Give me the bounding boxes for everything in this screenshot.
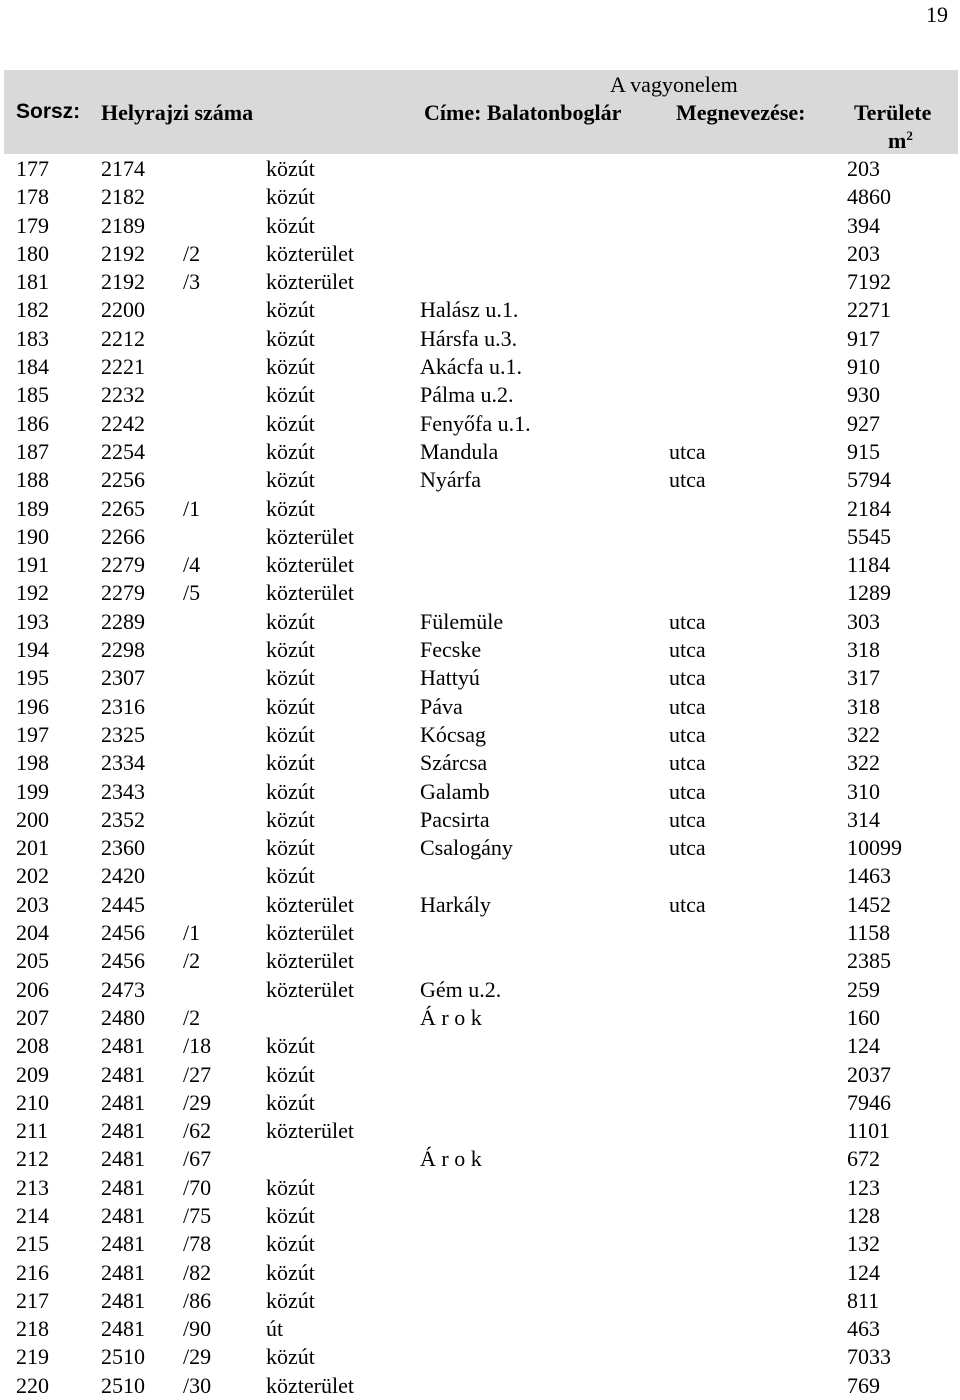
- cell-hrsz-sub: /2: [183, 1004, 201, 1030]
- cell-type: közút: [266, 721, 315, 747]
- table-row: [0, 523, 960, 551]
- table-row: [0, 1174, 960, 1202]
- cell-area: 314: [847, 806, 880, 832]
- cell-sorsz: 212: [16, 1146, 49, 1172]
- cell-street-type: utca: [669, 693, 706, 719]
- cell-type: közterület: [266, 523, 354, 549]
- cell-address: Á r o k: [420, 1004, 482, 1030]
- cell-street-type: utca: [669, 835, 706, 861]
- cell-hrsz: 2481: [101, 1174, 145, 1200]
- cell-hrsz-sub: /29: [183, 1344, 212, 1370]
- cell-sorsz: 205: [16, 948, 49, 974]
- cell-address: Hársfa u.3.: [420, 325, 518, 351]
- cell-sorsz: 198: [16, 750, 49, 776]
- cell-hrsz: 2334: [101, 750, 145, 776]
- table-row: [0, 1315, 960, 1343]
- cell-area: 7033: [847, 1344, 891, 1370]
- cell-type: közterület: [266, 976, 354, 1002]
- cell-address: Fülemüle: [420, 608, 504, 634]
- cell-hrsz: 2256: [101, 467, 145, 493]
- table-row: [0, 749, 960, 777]
- cell-area: 1463: [847, 863, 891, 889]
- table-row: [0, 806, 960, 834]
- cell-area: 124: [847, 1259, 880, 1285]
- cell-hrsz-sub: /29: [183, 1089, 212, 1115]
- cell-hrsz: 2254: [101, 438, 145, 464]
- table-row: [0, 834, 960, 862]
- cell-address: Csalogány: [420, 835, 513, 861]
- table-row: [0, 495, 960, 523]
- cell-hrsz-sub: /5: [183, 580, 201, 606]
- cell-sorsz: 197: [16, 721, 49, 747]
- header-unit-sup: 2: [906, 128, 913, 143]
- cell-area: 2037: [847, 1061, 891, 1087]
- cell-hrsz: 2510: [101, 1344, 145, 1370]
- header-sorsz: Sorsz:: [16, 100, 81, 123]
- table-body: [0, 155, 960, 1400]
- cell-hrsz: 2279: [101, 552, 145, 578]
- cell-address: Á r o k: [420, 1146, 482, 1172]
- table-row: [0, 1202, 960, 1230]
- cell-sorsz: 216: [16, 1259, 49, 1285]
- cell-type: közút: [266, 1089, 315, 1115]
- cell-sorsz: 199: [16, 778, 49, 804]
- cell-hrsz: 2481: [101, 1089, 145, 1115]
- cell-area: 1158: [847, 920, 891, 946]
- cell-address: Akácfa u.1.: [420, 354, 523, 380]
- cell-street-type: utca: [669, 608, 706, 634]
- cell-street-type: utca: [669, 750, 706, 776]
- cell-hrsz-sub: /30: [183, 1372, 212, 1398]
- cell-area: 1452: [847, 891, 891, 917]
- cell-hrsz: 2481: [101, 1316, 145, 1342]
- cell-sorsz: 204: [16, 920, 49, 946]
- cell-area: 769: [847, 1372, 880, 1398]
- cell-hrsz-sub: /67: [183, 1146, 212, 1172]
- cell-area: 5545: [847, 523, 891, 549]
- cell-area: 1289: [847, 580, 891, 606]
- cell-area: 123: [847, 1174, 880, 1200]
- cell-type: közút: [266, 1259, 315, 1285]
- cell-sorsz: 190: [16, 523, 49, 549]
- cell-type: közút: [266, 1033, 315, 1059]
- cell-hrsz: 2242: [101, 410, 145, 436]
- cell-type: közterület: [266, 891, 354, 917]
- cell-area: 322: [847, 721, 880, 747]
- cell-type: közút: [266, 467, 315, 493]
- cell-sorsz: 210: [16, 1089, 49, 1115]
- cell-hrsz: 2232: [101, 382, 145, 408]
- cell-type: közút: [266, 608, 315, 634]
- cell-sorsz: 194: [16, 637, 49, 663]
- cell-area: 672: [847, 1146, 880, 1172]
- cell-area: 910: [847, 354, 880, 380]
- header-unit: $m^2$: [888, 128, 913, 153]
- cell-hrsz: 2298: [101, 637, 145, 663]
- cell-type: út: [266, 1316, 284, 1342]
- cell-type: közút: [266, 778, 315, 804]
- cell-area: 5794: [847, 467, 891, 493]
- cell-sorsz: 214: [16, 1202, 49, 1228]
- cell-hrsz: 2481: [101, 1118, 145, 1144]
- table-row: [0, 721, 960, 749]
- cell-hrsz-sub: /1: [183, 495, 201, 521]
- cell-area: 10099: [847, 835, 902, 861]
- cell-address: Fecske: [420, 637, 482, 663]
- cell-hrsz: 2221: [101, 354, 145, 380]
- cell-sorsz: 220: [16, 1372, 49, 1398]
- cell-area: 2271: [847, 297, 891, 323]
- cell-hrsz: 2473: [101, 976, 145, 1002]
- table-row: [0, 1287, 960, 1315]
- cell-area: 203: [847, 156, 880, 181]
- table-row: [0, 862, 960, 890]
- cell-sorsz: 178: [16, 184, 49, 210]
- cell-sorsz: 189: [16, 495, 49, 521]
- cell-hrsz-sub: /86: [183, 1287, 212, 1313]
- table-row: [0, 410, 960, 438]
- cell-type: közút: [266, 184, 315, 210]
- header-helyrajzi: Helyrajzi száma: [101, 100, 254, 125]
- cell-hrsz: 2279: [101, 580, 145, 606]
- cell-sorsz: 180: [16, 240, 49, 266]
- cell-address: Gém u.2.: [420, 976, 502, 1002]
- cell-type: közterület: [266, 1118, 354, 1144]
- cell-hrsz: 2325: [101, 721, 145, 747]
- cell-street-type: utca: [669, 778, 706, 804]
- cell-hrsz: 2481: [101, 1287, 145, 1313]
- cell-sorsz: 203: [16, 891, 49, 917]
- cell-area: 4860: [847, 184, 891, 210]
- cell-type: közút: [266, 1287, 315, 1313]
- cell-area: 917: [847, 325, 880, 351]
- cell-area: 2184: [847, 495, 891, 521]
- cell-sorsz: 201: [16, 835, 49, 861]
- cell-hrsz: 2456: [101, 948, 145, 974]
- table-row: [0, 325, 960, 353]
- table-row: [0, 296, 960, 324]
- cell-hrsz: 2352: [101, 806, 145, 832]
- cell-sorsz: 211: [16, 1118, 49, 1144]
- cell-sorsz: 219: [16, 1344, 49, 1370]
- cell-hrsz: 2265: [101, 495, 145, 521]
- cell-hrsz-sub: /78: [183, 1231, 212, 1257]
- table-row: [0, 1372, 960, 1400]
- cell-area: 927: [847, 410, 880, 436]
- cell-sorsz: 215: [16, 1231, 49, 1257]
- cell-sorsz: 195: [16, 665, 49, 691]
- cell-sorsz: 206: [16, 976, 49, 1002]
- cell-type: közút: [266, 637, 315, 663]
- cell-type: közút: [266, 835, 315, 861]
- cell-type: közút: [266, 1174, 315, 1200]
- cell-sorsz: 208: [16, 1033, 49, 1059]
- table-row: [0, 976, 960, 1004]
- table-row: [0, 1089, 960, 1117]
- cell-sorsz: 202: [16, 863, 49, 889]
- cell-area: 811: [847, 1287, 880, 1313]
- cell-sorsz: 193: [16, 608, 49, 634]
- header-terulete: Területe: [854, 100, 932, 125]
- cell-sorsz: 188: [16, 467, 49, 493]
- cell-area: 128: [847, 1202, 880, 1228]
- cell-type: közút: [266, 693, 315, 719]
- table-row: [0, 891, 960, 919]
- cell-hrsz: 2192: [101, 240, 145, 266]
- cell-hrsz: 2481: [101, 1061, 145, 1087]
- cell-type: közterület: [266, 552, 354, 578]
- cell-hrsz: 2343: [101, 778, 145, 804]
- header-vagyonelem: A vagyonelem: [610, 72, 738, 97]
- cell-type: közút: [266, 354, 315, 380]
- cell-street-type: utca: [669, 637, 706, 663]
- cell-hrsz: 2481: [101, 1033, 145, 1059]
- cell-area: 318: [847, 637, 880, 663]
- page-number: 19: [926, 2, 948, 27]
- cell-address: Páva: [420, 693, 463, 719]
- cell-hrsz: 2481: [101, 1231, 145, 1257]
- header-cime: Címe: Balatonboglár: [424, 100, 622, 125]
- cell-type: közút: [266, 495, 315, 521]
- cell-sorsz: 218: [16, 1316, 49, 1342]
- table-row: [0, 212, 960, 240]
- cell-sorsz: 179: [16, 212, 49, 238]
- cell-hrsz: 2480: [101, 1004, 145, 1030]
- table-row: [0, 381, 960, 409]
- cell-sorsz: 213: [16, 1174, 49, 1200]
- header-megnevezese: Megnevezése:: [676, 100, 806, 125]
- cell-area: 1184: [847, 552, 891, 578]
- cell-hrsz: 2200: [101, 297, 145, 323]
- cell-type: közút: [266, 1344, 315, 1370]
- cell-area: 322: [847, 750, 880, 776]
- cell-hrsz-sub: /27: [183, 1061, 212, 1087]
- table-row: [0, 155, 960, 183]
- cell-hrsz: 2174: [101, 156, 145, 181]
- cell-address: Pacsirta: [420, 806, 490, 832]
- table-row: [0, 1230, 960, 1258]
- cell-hrsz-sub: /62: [183, 1118, 212, 1144]
- cell-address: Galamb: [420, 778, 490, 804]
- cell-sorsz: 187: [16, 438, 49, 464]
- cell-type: közterület: [266, 948, 354, 974]
- table-row: [0, 1117, 960, 1145]
- cell-type: közút: [266, 863, 315, 889]
- cell-area: 318: [847, 693, 880, 719]
- cell-sorsz: 192: [16, 580, 49, 606]
- cell-sorsz: 196: [16, 693, 49, 719]
- cell-sorsz: 200: [16, 806, 49, 832]
- table-row: [0, 240, 960, 268]
- cell-area: 7946: [847, 1089, 891, 1115]
- cell-type: közterület: [266, 240, 354, 266]
- cell-address: Kócsag: [420, 721, 486, 747]
- cell-address: Halász u.1.: [420, 297, 519, 323]
- cell-hrsz: 2316: [101, 693, 145, 719]
- cell-sorsz: 181: [16, 269, 49, 295]
- cell-hrsz: 2182: [101, 184, 145, 210]
- cell-sorsz: 191: [16, 552, 49, 578]
- cell-type: közút: [266, 1202, 315, 1228]
- cell-area: 124: [847, 1033, 880, 1059]
- table-row: [0, 608, 960, 636]
- table-row: [0, 551, 960, 579]
- cell-address: Harkály: [420, 891, 491, 917]
- cell-area: 463: [847, 1316, 880, 1342]
- cell-type: közterület: [266, 1372, 354, 1398]
- cell-hrsz-sub: /18: [183, 1033, 212, 1059]
- table-row: [0, 664, 960, 692]
- cell-street-type: utca: [669, 891, 706, 917]
- cell-hrsz: 2510: [101, 1372, 145, 1398]
- cell-hrsz: 2481: [101, 1202, 145, 1228]
- cell-hrsz: 2307: [101, 665, 145, 691]
- table-row: [0, 1004, 960, 1032]
- table-row: [0, 636, 960, 664]
- table-row: [0, 1259, 960, 1287]
- cell-sorsz: 184: [16, 354, 49, 380]
- cell-hrsz-sub: /90: [183, 1316, 212, 1342]
- cell-area: 160: [847, 1004, 880, 1030]
- table-row: [0, 947, 960, 975]
- cell-hrsz: 2212: [101, 325, 145, 351]
- table-row: [0, 183, 960, 211]
- table-row: [0, 1032, 960, 1060]
- cell-type: közút: [266, 410, 315, 436]
- cell-area: 203: [847, 240, 880, 266]
- cell-type: közút: [266, 156, 315, 181]
- cell-hrsz-sub: /82: [183, 1259, 212, 1285]
- cell-type: közterület: [266, 580, 354, 606]
- cell-hrsz: 2456: [101, 920, 145, 946]
- cell-area: 317: [847, 665, 880, 691]
- cell-street-type: utca: [669, 665, 706, 691]
- cell-hrsz-sub: /70: [183, 1174, 212, 1200]
- table-row: [0, 353, 960, 381]
- cell-address: Fenyőfa u.1.: [420, 410, 531, 436]
- cell-address: Hattyú: [420, 665, 480, 691]
- cell-area: 7192: [847, 269, 891, 295]
- cell-hrsz-sub: /1: [183, 920, 201, 946]
- cell-hrsz-sub: /3: [183, 269, 201, 295]
- cell-street-type: utca: [669, 721, 706, 747]
- table-row: [0, 919, 960, 947]
- cell-hrsz: 2420: [101, 863, 145, 889]
- cell-type: közterület: [266, 920, 354, 946]
- cell-sorsz: 185: [16, 382, 49, 408]
- cell-street-type: utca: [669, 438, 706, 464]
- cell-sorsz: 207: [16, 1004, 49, 1030]
- cell-hrsz: 2289: [101, 608, 145, 634]
- cell-hrsz-sub: /75: [183, 1202, 212, 1228]
- cell-hrsz: 2266: [101, 523, 145, 549]
- cell-type: közút: [266, 438, 315, 464]
- cell-hrsz: 2189: [101, 212, 145, 238]
- table-row: [0, 1145, 960, 1173]
- table-row: [0, 268, 960, 296]
- cell-area: 303: [847, 608, 880, 634]
- cell-area: 394: [847, 212, 880, 238]
- cell-street-type: utca: [669, 806, 706, 832]
- cell-address: Nyárfa: [420, 467, 482, 493]
- cell-sorsz: 209: [16, 1061, 49, 1087]
- cell-type: közút: [266, 750, 315, 776]
- cell-hrsz: 2192: [101, 269, 145, 295]
- cell-area: 132: [847, 1231, 880, 1257]
- cell-hrsz-sub: /2: [183, 948, 201, 974]
- cell-hrsz-sub: /2: [183, 240, 201, 266]
- cell-type: közút: [266, 1061, 315, 1087]
- table-row: [0, 1061, 960, 1089]
- cell-sorsz: 217: [16, 1287, 49, 1313]
- cell-area: 1101: [847, 1118, 891, 1144]
- cell-sorsz: 186: [16, 410, 49, 436]
- table-row: [0, 1343, 960, 1371]
- table-row: [0, 778, 960, 806]
- cell-hrsz: 2481: [101, 1259, 145, 1285]
- cell-hrsz: 2360: [101, 835, 145, 861]
- cell-sorsz: 183: [16, 325, 49, 351]
- cell-type: közterület: [266, 269, 354, 295]
- cell-address: Szárcsa: [420, 750, 488, 776]
- table-row: [0, 466, 960, 494]
- table-header: [4, 70, 958, 154]
- table-row: [0, 579, 960, 607]
- cell-type: közút: [266, 806, 315, 832]
- cell-hrsz: 2481: [101, 1146, 145, 1172]
- cell-type: közút: [266, 297, 315, 323]
- table-row: [0, 693, 960, 721]
- cell-type: közút: [266, 382, 315, 408]
- cell-area: 310: [847, 778, 880, 804]
- cell-area: 259: [847, 976, 880, 1002]
- cell-area: 930: [847, 382, 880, 408]
- cell-hrsz-sub: /4: [183, 552, 201, 578]
- cell-type: közút: [266, 665, 315, 691]
- cell-sorsz: 177: [16, 156, 49, 181]
- cell-type: közút: [266, 212, 315, 238]
- cell-address: Mandula: [420, 438, 499, 464]
- cell-address: Pálma u.2.: [420, 382, 514, 408]
- cell-street-type: utca: [669, 467, 706, 493]
- table-row: [0, 438, 960, 466]
- cell-type: közút: [266, 1231, 315, 1257]
- cell-hrsz: 2445: [101, 891, 145, 917]
- cell-area: 2385: [847, 948, 891, 974]
- cell-sorsz: 182: [16, 297, 49, 323]
- cell-area: 915: [847, 438, 880, 464]
- cell-type: közút: [266, 325, 315, 351]
